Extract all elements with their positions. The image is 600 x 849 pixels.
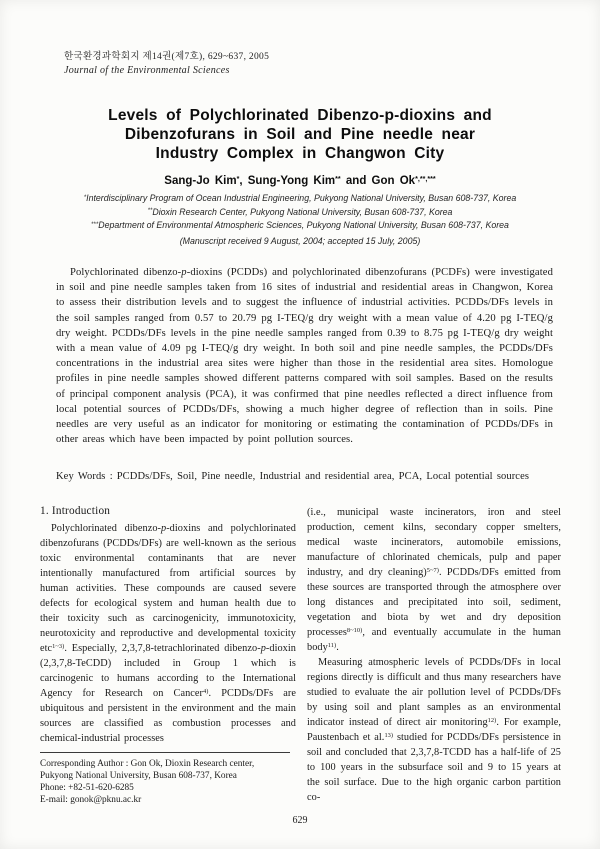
journal-citation-korean: 한국환경과학회지 제14권(제7호), 629~637, 2005 [64,52,270,62]
keywords-line [56,471,566,482]
intro-paragraph-right-1: (i.e., municipal waste incinerators, iron and steel production, cement kilns, secondary copper smelters, medical waste incinerators, automobile emissions, manufacture of chlorinated chemicals, pulp and paper industry, and dry cleaning)$^{5\sim 7)}$. PCDDs/DFs emitted from these sources are transported through the atmosphere over long distances and precipitated into soil, sediment, vegetation and biota by wet and dry deposition processes$^{8\sim 10)}$, and eventually accumulate in the human body$^{11)}$. [307,507,561,653]
footnote-divider [40,752,290,753]
page-number: 629 [292,815,308,826]
keywords-text: PCDDs/DFs, Soil, Pine needle, Industrial and residential area, PCA, Local potential sources [116,471,530,482]
journal-name-english: Journal of the Environmental Sciences [64,65,230,76]
right-column [307,505,561,805]
paper-title-line-2: Dibenzofurans in Soil and Pine needle near [124,126,476,143]
authors-line: Sang-Jo Kim*, Sung-Yong Kim** and Gon Ok*,**,*** [164,174,436,187]
footnote-line-2: Pukyong National University, Busan 608-737, Korea [40,771,237,781]
paper-title [0,106,600,163]
affiliation-1: *Interdisciplinary Program of Ocean Industrial Engineering, Pukyong National University, Busan 608-737, Korea [83,193,517,203]
footnote-line-4: E-mail: gonok@pknu.ac.kr [40,795,142,805]
affiliation-3: ***Department of Environmental Atmospheric Sciences, Pukyong National University, Busan 608-737, Korea [91,220,509,230]
corresponding-author-footnote [40,752,296,814]
footnote-line-1: Corresponding Author : Gon Ok, Dioxin Research center, [40,759,255,769]
intro-paragraph-right-2: Measuring atmospheric levels of PCDDs/DFs in local regions directly is difficult and thus many researchers have studied to evaluate the air pollution level of PCDDs/DFs by using soil and plant samples as an environmental indicator instead of direct air monitoring$^{12)}$. For example, Paustenbach et al.$^{13)}$ studied for PCDDs/DFs persistence in soil and concluded that 2,3,7,8-TCDD has a half-life of 25 to 100 years in the subsurface soil and 9 to 15 years at the soil surface. Due to the high organic carbon partition co- [307,657,561,803]
left-column [40,505,296,746]
manuscript-dates: (Manuscript received 9 August, 2004; accepted 15 July, 2005) [179,235,421,246]
paper-title-line-1: Levels of Polychlorinated Dibenzo-p-dioxins and [108,107,492,124]
affiliations-block [0,192,600,248]
paper-title-line-3: Industry Complex in Changwon City [155,145,445,162]
footnote-line-3: Phone: +82-51-620-6285 [40,783,134,793]
affiliation-2: **Dioxin Research Center, Pukyong National University, Busan 608-737, Korea [147,206,453,217]
journal-header [64,48,269,76]
intro-paragraph-left: Polychlorinated dibenzo-p-dioxins and polychlorinated dibenzofurans (PCDDs/DFs) are well-known as the serious toxic environmental contaminants that are never intentionally manufactured from artificial sources by human activities. These compounds are caused severe defects for ecological system and human health due to their toxicity such as carcinogenicity, immunotoxicity, neurotoxicity and reproductive and developmental toxicity etc$^{1\sim 3)}$. Especially, 2,3,7,8-tetrachlorinated dibenzo-p-dioxin (2,3,7,8-TeCDD) included in Group 1 which is carcinogenic to humans according to the International Agency for Research on Cancer$^{4)}$. PCDDs/DFs are ubiquitous and persistent in the environment and the main sources are classified as combustion processes and chemical-industrial processes [40,523,297,744]
keywords-label: Key Words : [56,471,113,482]
abstract-paragraph: Polychlorinated dibenzo-p-dioxins (PCDDs) and polychlorinated dibenzofurans (PCDFs) were investigated in soil and pine needle samples taken from 16 sites of industrial and residential areas in Changwon, Korea to assess their distribution levels and to suggest the influence of industrial activities. PCDDs/DFs levels in the soil samples ranged from 0.57 to 20.79 pg I-TEQ/g dry weight with a mean value of 4.20 pg I-TEQ/g dry weight. PCDDs/DFs levels in the pine needle samples ranged from 0.39 to 8.75 pg I-TEQ/g dry weight with a mean value of 4.09 pg I-TEQ/g dry weight. In both soil and pine needle samples, the PCDDs/DFs concentrations in the industrial area sites were higher than those in the residential area sites. Homologue profiles in pine needle samples showed different patterns compared with soil samples. Based on the results of principal component analysis (PCA), it was confirmed that pine needles reflected a direct influence from local potential sources of PCDDs/DFs, showing a much higher degree of reflection than in soils. Pine needles are very useful as an indicator for monitoring or estimating the contamination of PCDDs/DFs in other areas which have been impacted by point pollution sources. [56,267,553,446]
section-heading-introduction: 1. Introduction [40,505,111,517]
